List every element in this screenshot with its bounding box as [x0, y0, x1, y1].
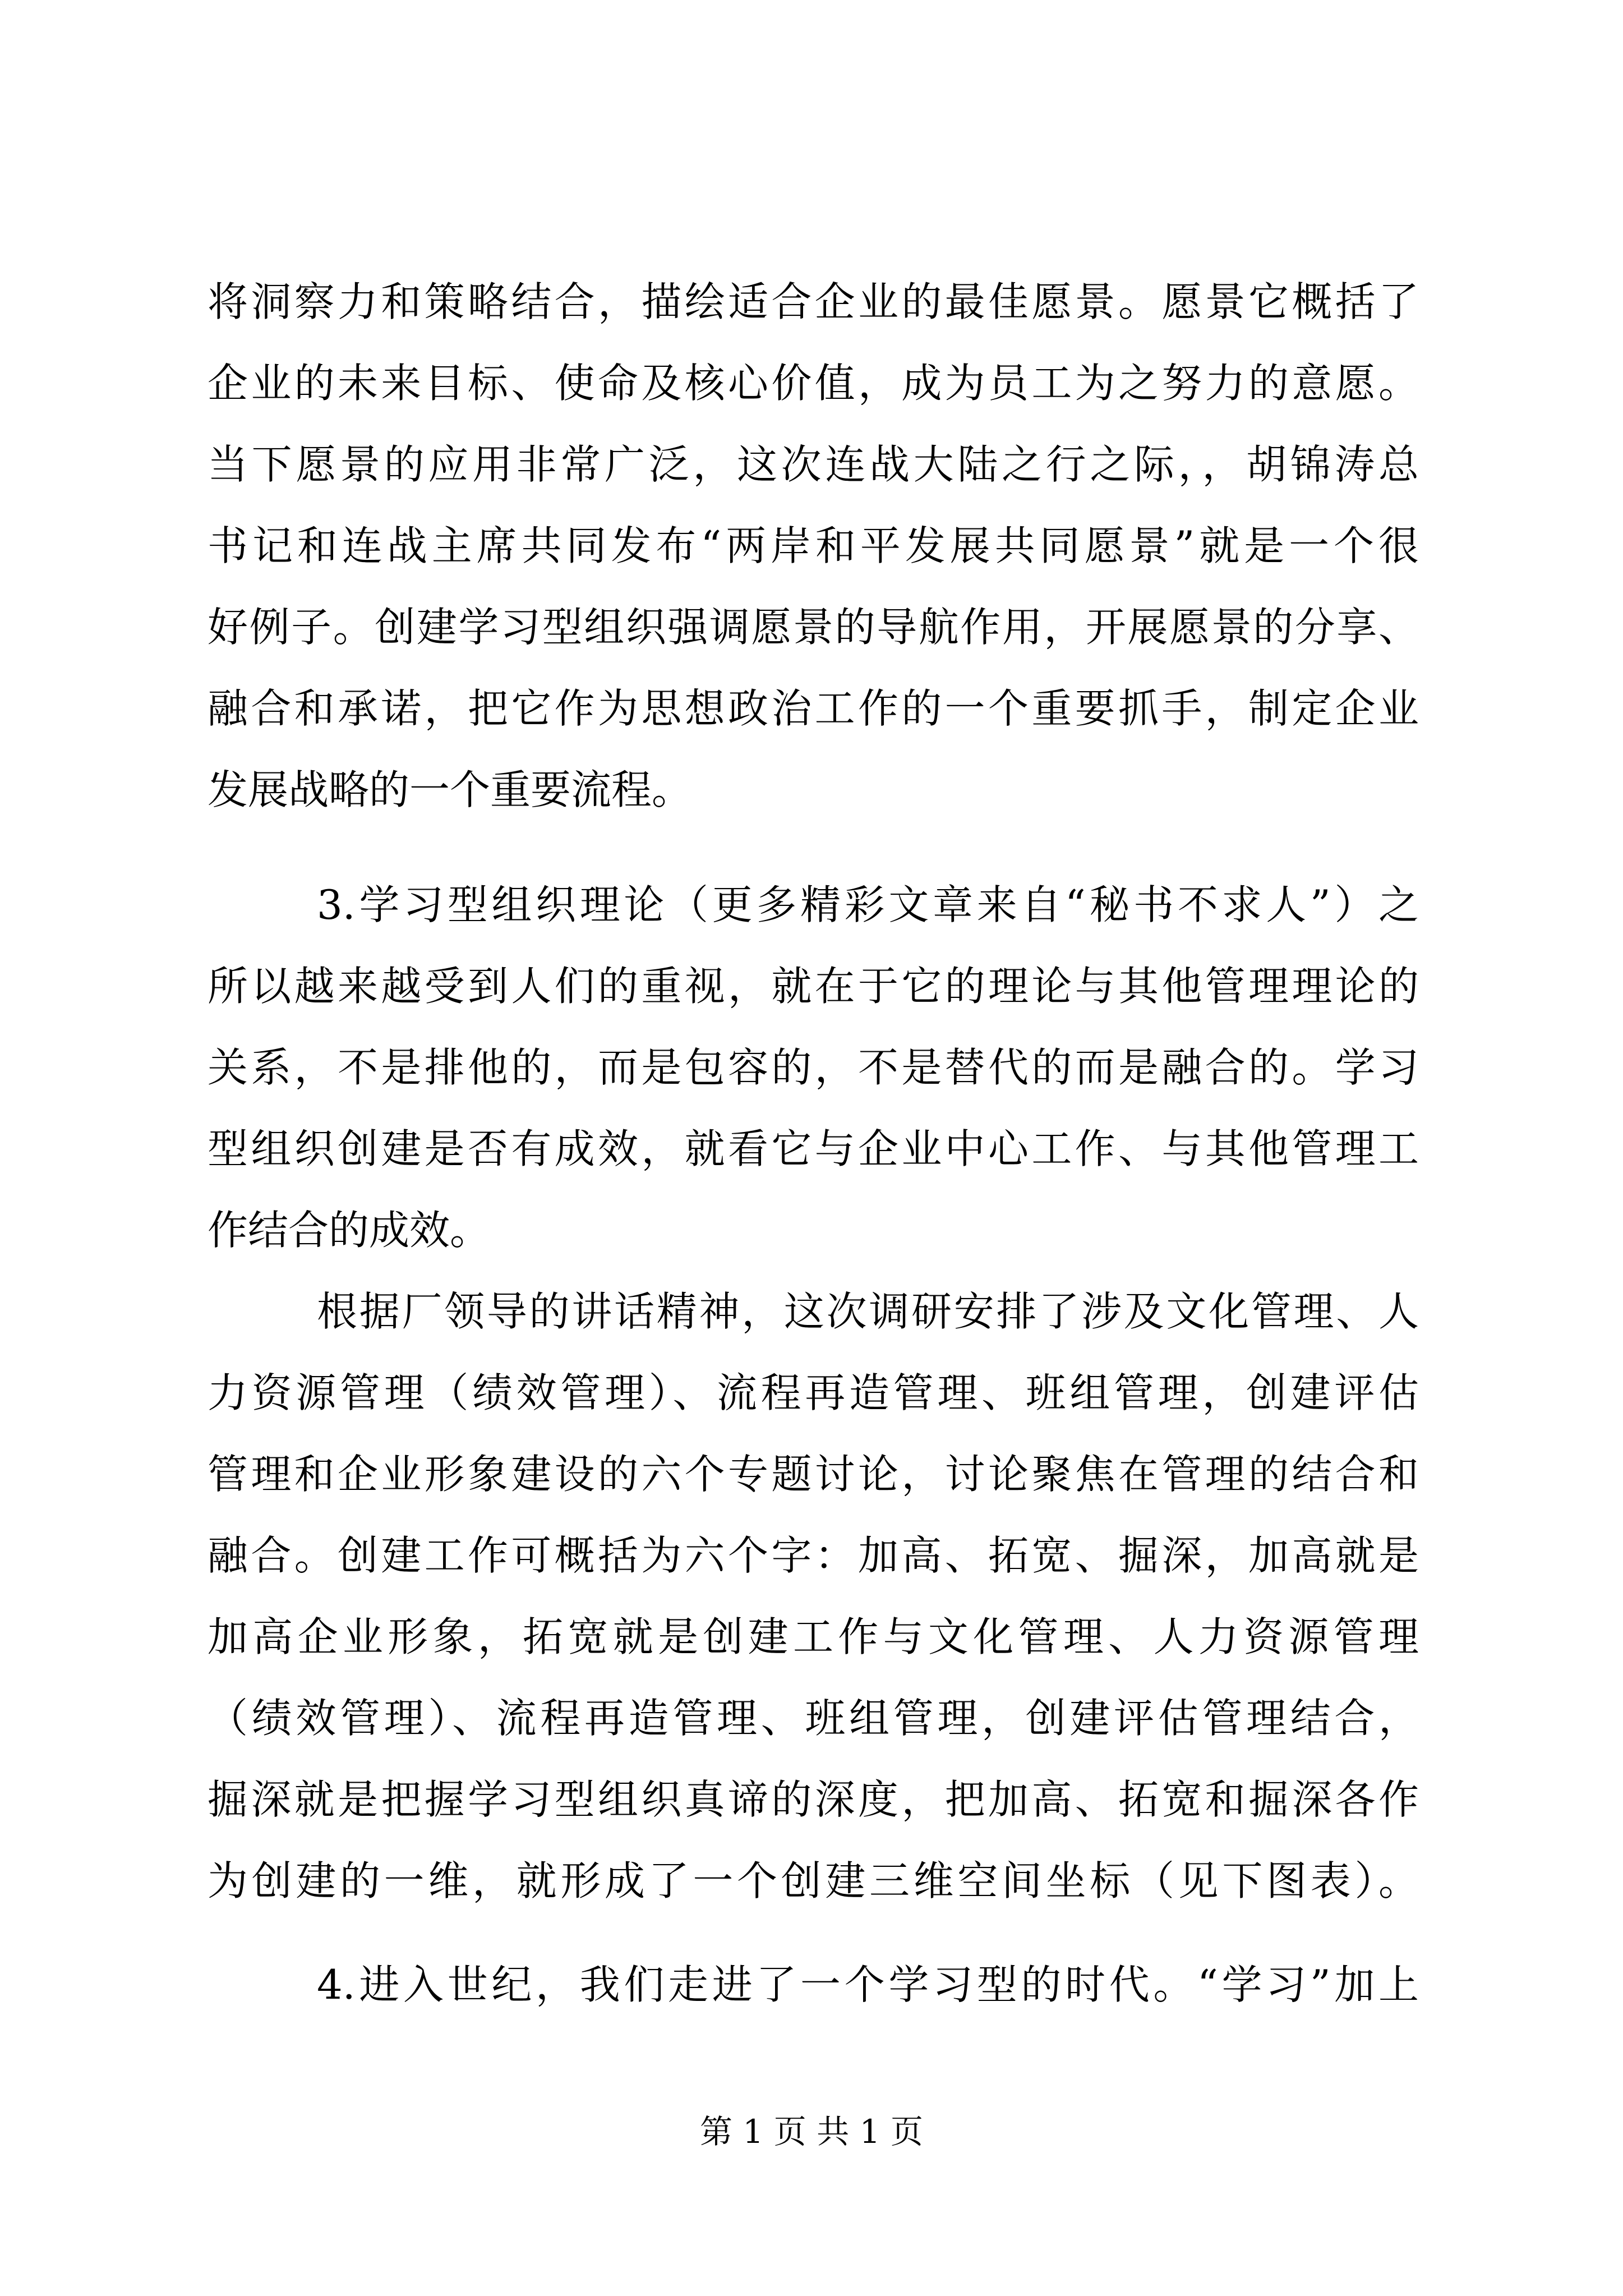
- text-line: 关系，不是排他的，而是包容的，不是替代的而是融合的。学习: [208, 1044, 1419, 1091]
- text-line: （绩效管理）、流程再造管理、班组管理，创建评估管理结合，: [208, 1695, 1419, 1742]
- text-line: 作结合的成效。: [208, 1207, 491, 1254]
- page-footer: 第 1 页 共 1 页: [700, 2113, 923, 2151]
- text-line: 发展战略的一个重要流程。: [208, 766, 693, 813]
- text-line: 企业的未来目标、使命及核心价值，成为员工为之努力的意愿。: [208, 360, 1419, 407]
- text-line: 融合和承诺，把它作为思想政治工作的一个重要抓手，制定企业: [208, 685, 1419, 732]
- text-line: 型组织创建是否有成效，就看它与企业中心工作、与其他管理工: [208, 1125, 1419, 1172]
- text-line: 3.学习型组织理论（更多精彩文章来自“秘书不求人”）之: [317, 881, 1419, 928]
- text-line: 好例子。创建学习型组织强调愿景的导航作用，开展愿景的分享、: [208, 604, 1419, 651]
- text-line: 为创建的一维，就形成了一个创建三维空间坐标（见下图表）。: [208, 1857, 1419, 1904]
- text-line: 所以越来越受到人们的重视，就在于它的理论与其他管理理论的: [208, 963, 1419, 1010]
- text-line: 加高企业形象，拓宽就是创建工作与文化管理、人力资源管理: [208, 1613, 1419, 1660]
- text-line: 书记和连战主席共同发布“两岸和平发展共同愿景”就是一个很: [208, 522, 1419, 569]
- text-line: 根据厂领导的讲话精神，这次调研安排了涉及文化管理、人: [317, 1288, 1419, 1335]
- text-line: 力资源管理（绩效管理）、流程再造管理、班组管理，创建评估: [208, 1369, 1419, 1416]
- text-line: 掘深就是把握学习型组织真谛的深度，把加高、拓宽和掘深各作: [208, 1776, 1419, 1823]
- text-line: 将洞察力和策略结合，描绘适合企业的最佳愿景。愿景它概括了: [208, 278, 1419, 325]
- text-line: 当下愿景的应用非常广泛，这次连战大陆之行之际，，胡锦涛总: [208, 441, 1419, 488]
- text-line: 4.进入世纪，我们走进了一个学习型的时代。“学习”加上: [317, 1961, 1419, 2008]
- text-line: 管理和企业形象建设的六个专题讨论，讨论聚焦在管理的结合和: [208, 1451, 1419, 1498]
- text-line: 融合。创建工作可概括为六个字：加高、拓宽、掘深，加高就是: [208, 1532, 1419, 1579]
